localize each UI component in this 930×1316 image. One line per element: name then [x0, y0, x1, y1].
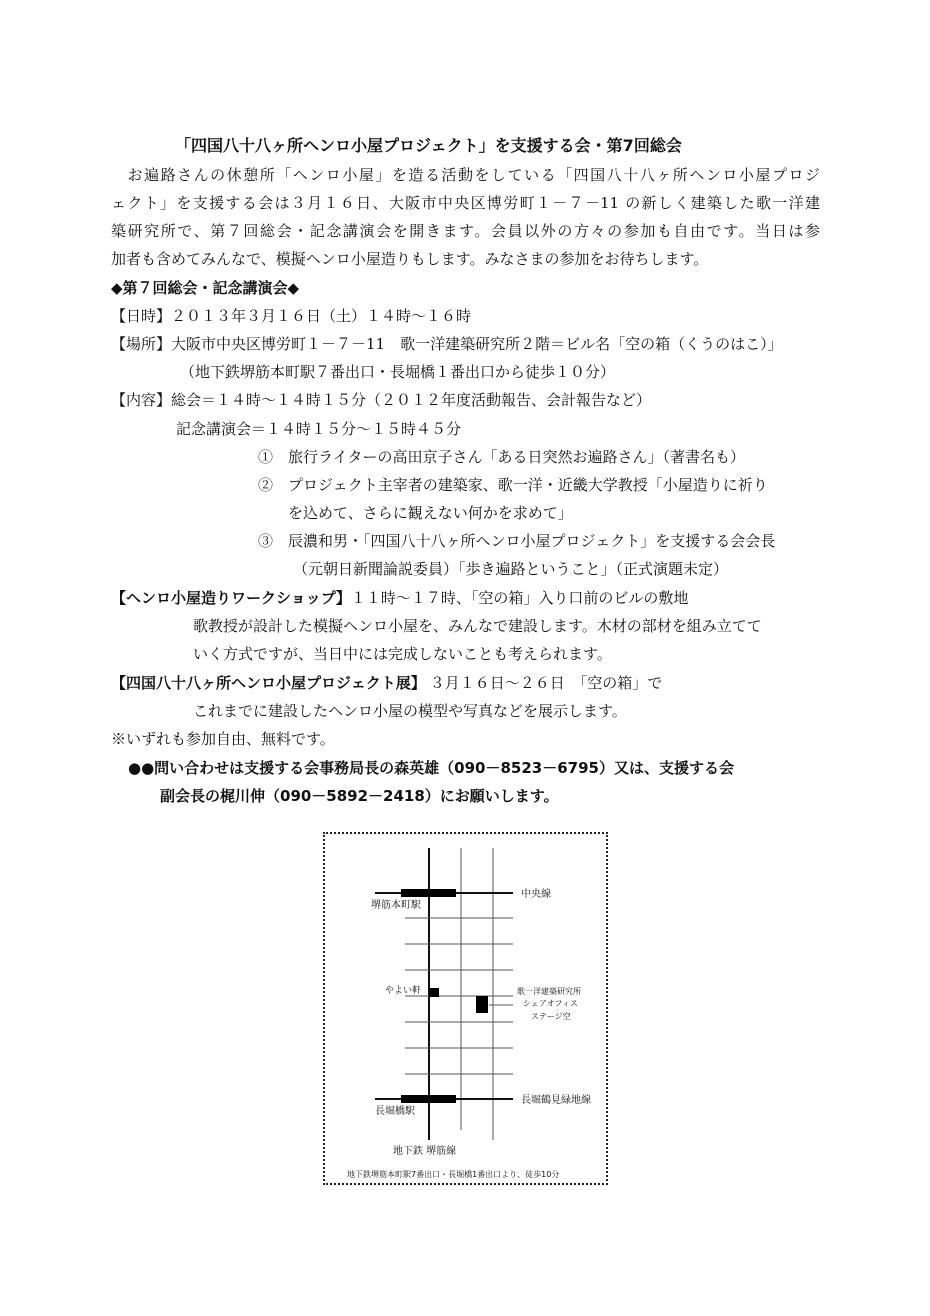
- building-label-3: ステージ空: [531, 1012, 571, 1021]
- building-label-1: 歌一洋建築研究所: [517, 987, 581, 996]
- content-line: 【内容】総会＝１４時～１４時１５分（２０１２年度活動報告、会計報告など）: [111, 391, 652, 409]
- exhibit-time: ３月１６日～２６日 「空の箱」で: [429, 674, 663, 692]
- exhibit-heading: 【四国八十八ヶ所ヘンロ小屋プロジェクト展】: [111, 674, 426, 692]
- intro-line-2: ェクト」を支援する会は３月１６日、大阪市中央区博労町１－７－11 の新しく建築した歌一洋建: [111, 194, 820, 212]
- station-bottom-label: 長堀橋駅: [375, 1106, 415, 1117]
- lecture-line: 記念講演会＝１４時１５分～１５時４５分: [176, 420, 462, 438]
- intro-line-3: 築研究所で、第７回総会・記念講演会を開きます。会員以外の方々の参加も自由です。当日は参: [111, 222, 820, 240]
- lecture-item-2-cont: を込めて、さらに観えない何かを求めて」: [288, 504, 573, 522]
- exhibit-desc: これまでに建設したヘンロ小屋の模型や写真などを展示します。: [193, 702, 627, 720]
- workshop-desc-1: 歌教授が設計した模擬ヘンロ小屋を、みんなで建設します。木材の部材を組み立てて: [193, 617, 762, 635]
- contact-line-1: ●●問い合わせは支援する会事務局長の森英雄（090－8523－6795）又は、支援する会: [128, 759, 734, 777]
- lecture-item-1: ① 旅行ライターの高田京子さん「ある日突然お遍路さん」（著書名も）: [258, 448, 746, 466]
- lecture-item-3-cont: （元朝日新聞論説委員）「歩き遍路ということ」（正式演題未定）: [293, 560, 729, 578]
- access-map: [323, 832, 608, 1185]
- access-line: （地下鉄堺筋本町駅７番出口・長堀橋１番出口から徒歩１０分）: [180, 363, 616, 381]
- workshop-heading: 【ヘンロ小屋造りワークショップ】: [111, 589, 351, 607]
- contact-line-2: 副会長の梶川伸（090－5892－2418）にお願いします。: [160, 787, 559, 805]
- line-top-label: 中央線: [521, 889, 551, 900]
- workshop-time: １１時～１７時、「空の箱」入り口前のビルの敷地: [350, 589, 689, 607]
- station-top-label: 堺筋本町駅: [371, 900, 421, 911]
- subway-line-label: 地下鉄 堺筋線: [393, 1146, 457, 1157]
- free-note: ※いずれも参加自由、無料です。: [111, 730, 335, 748]
- date-line: 【日時】２０１３年３月１６日（土）１４時～１６時: [111, 307, 472, 325]
- exhibit-line: [111, 673, 662, 693]
- place-line: 【場所】大阪市中央区博労町１－７－11 歌一洋建築研究所２階＝ビル名「空の箱（くうのはこ）」: [111, 335, 783, 353]
- section-heading: ◆第７回総会・記念講演会◆: [111, 279, 300, 297]
- lecture-item-3: ③ 辰濃和男・「四国八十八ヶ所ヘンロ小屋プロジェクト」を支援する会会長: [258, 532, 776, 550]
- intro-line-1: お遍路さんの休憩所「ヘンロ小屋」を造る活動をしている「四国八十八ヶ所ヘンロ小屋プロジ: [111, 166, 820, 184]
- map-footer-note: 地下鉄堺筋本町駅7番出口・長堀橋1番出口より、徒歩10分: [347, 1170, 560, 1179]
- document-title: 「四国八十八ヶ所ヘンロ小屋プロジェクト」を支援する会・第7回総会: [175, 136, 682, 155]
- building-label-2: シェアオフィス: [523, 999, 578, 1008]
- workshop-line: [111, 588, 688, 608]
- landmark-left-label: やよい軒: [385, 986, 422, 996]
- line-bottom-label: 長堀鶴見緑地線: [521, 1095, 591, 1106]
- intro-line-4: 加者も含めてみんなで、模擬ヘンロ小屋造りもします。みなさまの参加をお待ちします。: [111, 250, 709, 268]
- workshop-desc-2: いく方式ですが、当日中には完成しないことも考えられます。: [193, 645, 612, 663]
- lecture-item-2: ② プロジェクト主宰者の建築家、歌一洋・近畿大学教授「小屋造りに祈り: [258, 476, 768, 494]
